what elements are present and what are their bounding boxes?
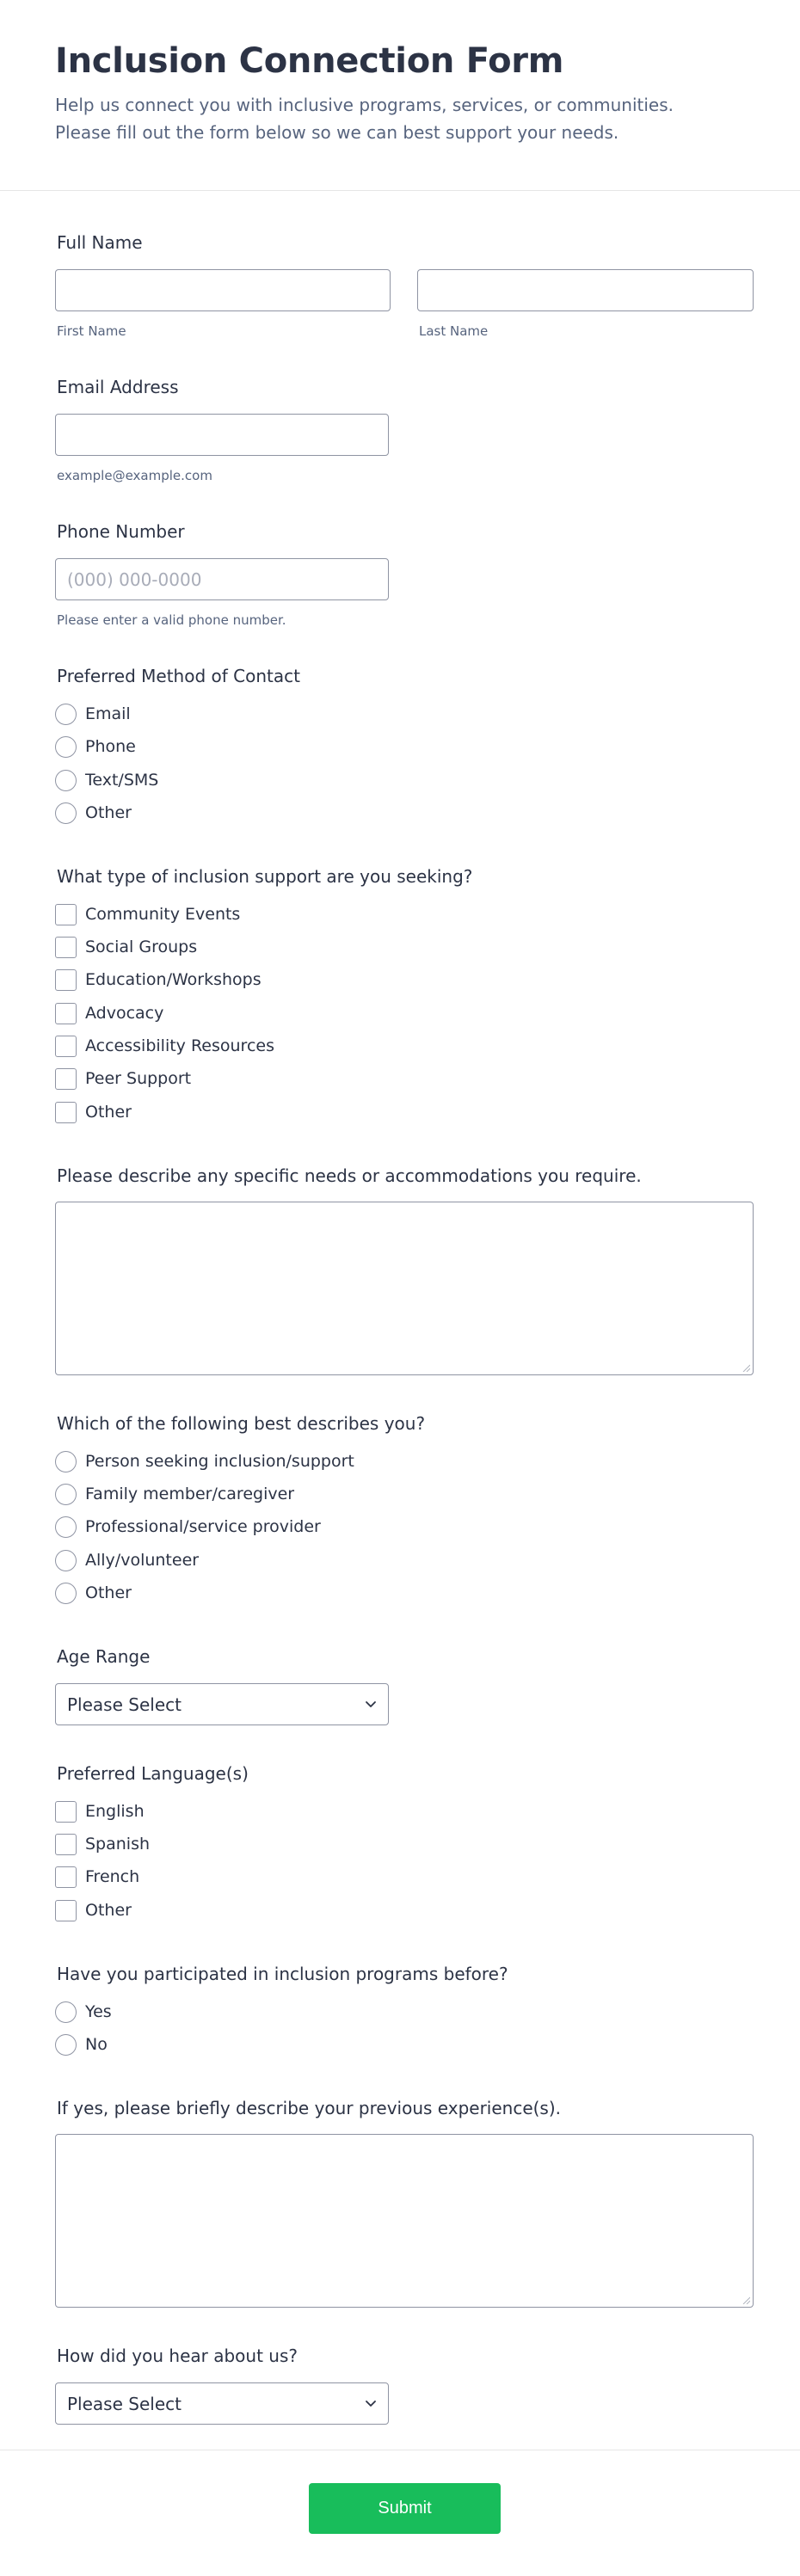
option-label: Accessibility Resources xyxy=(85,1036,274,1055)
age-range-select[interactable] xyxy=(55,1683,389,1725)
support-option-social-groups[interactable] xyxy=(55,936,197,958)
language-option-french[interactable] xyxy=(55,1866,139,1888)
describes-option-other[interactable] xyxy=(55,1582,132,1604)
contact-option-other[interactable] xyxy=(55,802,132,824)
radio-button[interactable] xyxy=(55,802,77,824)
participated-option-yes[interactable] xyxy=(55,2001,112,2023)
phone-placeholder: (000) 000-0000 xyxy=(67,569,202,590)
radio-button[interactable] xyxy=(55,2034,77,2056)
radio-button[interactable] xyxy=(55,1516,77,1538)
phone-sublabel: Please enter a valid phone number. xyxy=(57,612,286,628)
radio-button[interactable] xyxy=(55,770,77,791)
submit-button[interactable]: Submit xyxy=(309,2483,501,2534)
experience-label: If yes, please briefly describe your previous experience(s). xyxy=(57,2098,562,2118)
language-option-spanish[interactable] xyxy=(55,1833,150,1855)
option-label: Education/Workshops xyxy=(85,970,262,989)
languages-label: Preferred Language(s) xyxy=(57,1763,249,1784)
radio-button[interactable] xyxy=(55,1451,77,1472)
describes-option-family[interactable] xyxy=(55,1483,294,1505)
contact-option-phone[interactable] xyxy=(55,735,136,758)
option-label: Family member/caregiver xyxy=(85,1485,295,1503)
option-label: Person seeking inclusion/support xyxy=(85,1452,354,1471)
email-sublabel: example@example.com xyxy=(57,468,212,483)
support-option-accessibility[interactable] xyxy=(55,1035,274,1057)
phone-input[interactable] xyxy=(55,558,389,600)
checkbox[interactable] xyxy=(55,1102,77,1123)
support-option-other[interactable] xyxy=(55,1101,132,1123)
form-subtitle: Help us connect you with inclusive programs, services, or communities. Please fill out the form below so we can best support your needs. xyxy=(55,95,674,143)
needs-textarea[interactable] xyxy=(55,1202,754,1375)
option-label: French xyxy=(85,1867,140,1886)
radio-button[interactable] xyxy=(55,704,77,725)
support-option-advocacy[interactable] xyxy=(55,1002,163,1024)
option-label: Yes xyxy=(85,2002,112,2021)
first-name-sublabel: First Name xyxy=(57,323,126,339)
option-label: Other xyxy=(85,1103,132,1122)
option-label: Other xyxy=(85,1901,132,1920)
form-header xyxy=(0,0,800,191)
age-range-label: Age Range xyxy=(57,1646,151,1667)
option-label: Phone xyxy=(85,737,136,756)
resize-grip-icon[interactable] xyxy=(742,1363,750,1372)
option-label: Professional/service provider xyxy=(85,1517,321,1536)
checkbox[interactable] xyxy=(55,1801,77,1823)
resize-grip-icon[interactable] xyxy=(742,2296,750,2304)
checkbox[interactable] xyxy=(55,1866,77,1888)
radio-button[interactable] xyxy=(55,1583,77,1604)
checkbox[interactable] xyxy=(55,904,77,925)
option-label: Other xyxy=(85,1583,132,1602)
last-name-sublabel: Last Name xyxy=(419,323,489,339)
language-option-english[interactable] xyxy=(55,1800,145,1823)
option-label: Email xyxy=(85,704,131,723)
describes-option-seeking[interactable] xyxy=(55,1450,354,1472)
option-label: Peer Support xyxy=(85,1069,192,1088)
describes-you-label: Which of the following best describes you? xyxy=(57,1413,426,1434)
option-label: Social Groups xyxy=(85,938,198,956)
option-label: Text/SMS xyxy=(85,771,159,790)
option-label: Other xyxy=(85,803,132,822)
option-label: English xyxy=(85,1802,145,1821)
age-range-selected: Please Select xyxy=(67,1694,182,1715)
participated-option-no[interactable] xyxy=(55,2033,108,2056)
contact-option-text[interactable] xyxy=(55,769,158,791)
radio-button[interactable] xyxy=(55,2001,77,2023)
checkbox[interactable] xyxy=(55,1068,77,1090)
experience-textarea[interactable] xyxy=(55,2134,754,2308)
describes-option-ally[interactable] xyxy=(55,1549,199,1571)
support-type-label: What type of inclusion support are you seeking? xyxy=(57,866,473,887)
support-option-peer-support[interactable] xyxy=(55,1067,191,1090)
phone-label: Phone Number xyxy=(57,521,185,542)
support-option-community-events[interactable] xyxy=(55,903,240,925)
language-option-other[interactable] xyxy=(55,1899,132,1921)
checkbox[interactable] xyxy=(55,1036,77,1057)
email-label: Email Address xyxy=(57,377,179,397)
heard-about-selected: Please Select xyxy=(67,2393,182,2414)
heard-about-label: How did you hear about us? xyxy=(57,2345,298,2366)
option-label: Advocacy xyxy=(85,1004,164,1023)
chevron-down-icon xyxy=(364,2396,378,2410)
form-title: Inclusion Connection Form xyxy=(55,41,564,81)
full-name-label: Full Name xyxy=(57,232,143,253)
option-label: Spanish xyxy=(85,1835,151,1854)
contact-method-label: Preferred Method of Contact xyxy=(57,666,300,686)
checkbox[interactable] xyxy=(55,937,77,958)
needs-label: Please describe any specific needs or accommodations you require. xyxy=(57,1165,642,1186)
option-label: Community Events xyxy=(85,905,241,924)
radio-button[interactable] xyxy=(55,1550,77,1571)
chevron-down-icon xyxy=(364,1697,378,1711)
checkbox[interactable] xyxy=(55,969,77,991)
last-name-input[interactable] xyxy=(417,269,754,311)
option-label: Ally/volunteer xyxy=(85,1551,200,1570)
contact-option-email[interactable] xyxy=(55,703,131,725)
participated-label: Have you participated in inclusion programs before? xyxy=(57,1964,508,1984)
email-input[interactable] xyxy=(55,414,389,456)
checkbox[interactable] xyxy=(55,1834,77,1855)
first-name-input[interactable] xyxy=(55,269,391,311)
option-label: No xyxy=(85,2035,108,2054)
checkbox[interactable] xyxy=(55,1003,77,1024)
radio-button[interactable] xyxy=(55,1484,77,1505)
heard-about-select[interactable] xyxy=(55,2382,389,2425)
describes-option-professional[interactable] xyxy=(55,1515,321,1538)
support-option-education[interactable] xyxy=(55,968,262,991)
radio-button[interactable] xyxy=(55,736,77,758)
checkbox[interactable] xyxy=(55,1900,77,1921)
